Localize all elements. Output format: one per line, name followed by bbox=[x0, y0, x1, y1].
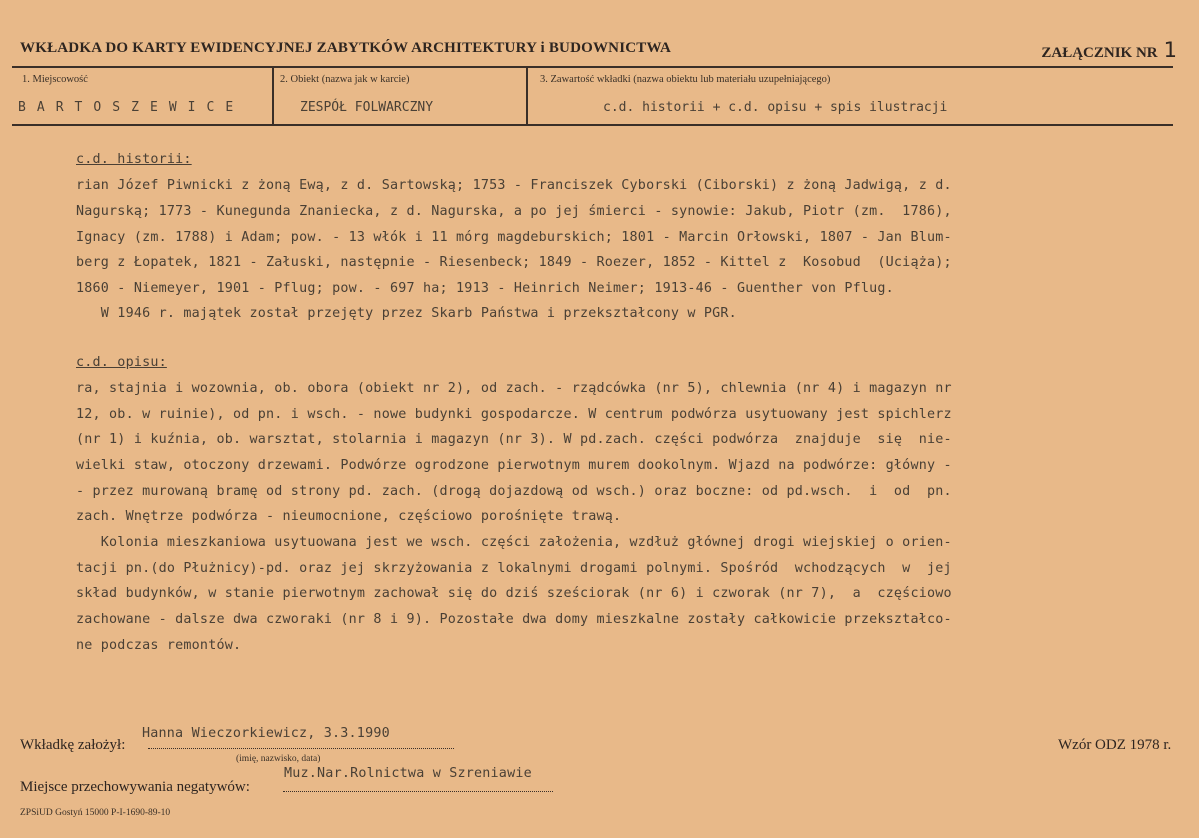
print-code: ZPSiUD Gostyń 15000 P-I-1690-89-10 bbox=[20, 808, 171, 818]
description-line: wielki staw, otoczony drzewami. Podwórze ogrodzone pierwotnym murem dookolnym. Wjazd na podwórze: główny - bbox=[76, 458, 952, 473]
locality-value: B A R T O S Z E W I C E bbox=[18, 100, 235, 115]
header-rule-top bbox=[12, 66, 1173, 68]
annex-label-group bbox=[1041, 38, 1177, 62]
description-line: skład budynków, w stanie pierwotnym zachował się do dziś sześciorak (nr 6) i czworak (nr 7), a częściowo bbox=[76, 586, 952, 601]
storage-label: Miejsce przechowywania negatywów: bbox=[20, 779, 250, 795]
header-rule-bottom bbox=[12, 124, 1173, 126]
contents-label: 3. Zawartość wkładki (nazwa obiektu lub materiału uzupełniającego) bbox=[540, 74, 831, 85]
description-line: Kolonia mieszkaniowa usytuowana jest we wsch. części założenia, wzdłuż głównej drogi wiejskiej o orien- bbox=[76, 535, 952, 550]
history-line: 1860 - Niemeyer, 1901 - Pflug; pow. - 697 ha; 1913 - Heinrich Neimer; 1913-46 - Guenther von Pflug. bbox=[76, 281, 894, 296]
history-line: Ignacy (zm. 1788) i Adam; pow. - 13 włók i 11 mórg magdeburskich; 1801 - Marcin Orłowski, 1807 - Jan Blum- bbox=[76, 230, 952, 245]
history-line: W 1946 r. majątek został przejęty przez Skarb Państwa i przekształcony w PGR. bbox=[76, 306, 737, 321]
description-line: ra, stajnia i wozownia, ob. obora (obiekt nr 2), od zach. - rządcówka (nr 5), chlewnia (nr 4) i magazyn nr bbox=[76, 381, 952, 396]
contents-value: c.d. historii + c.d. opisu + spis ilustracji bbox=[603, 100, 948, 115]
description-line: 12, ob. w ruinie), od pn. i wsch. - nowe budynki gospodarcze. W centrum podwórza usytuowany jest spichlerz bbox=[76, 407, 952, 422]
annex-number: 1 bbox=[1163, 38, 1177, 62]
prepared-by-label: Wkładkę założył: bbox=[20, 737, 126, 753]
history-line: rian Józef Piwnicki z żoną Ewą, z d. Sartowską; 1753 - Franciszek Cyborski (Ciborski) z żoną Jadwigą, z d. bbox=[76, 178, 952, 193]
description-line: tacji pn.(do Płużnicy)-pd. oraz jej skrzyżowania z lokalnymi drogami polnymi. Spośród wchodzących w jej bbox=[76, 561, 952, 576]
storage-value: Muz.Nar.Rolnictwa w Szreniawie bbox=[284, 766, 532, 781]
prepared-by-note: (imię, nazwisko, data) bbox=[236, 754, 321, 764]
description-line: ne podczas remontów. bbox=[76, 638, 242, 653]
history-heading: c.d. historii: bbox=[76, 152, 192, 167]
description-line: zach. Wnętrze podwórza - nieumocnione, częściowo porośnięte trawą. bbox=[76, 509, 622, 524]
description-line: - przez murowaną bramę od strony pd. zach. (drogą dojazdową od wsch.) oraz boczne: od pd.wsch. i od pn. bbox=[76, 484, 952, 499]
object-label: 2. Obiekt (nazwa jak w karcie) bbox=[280, 74, 410, 85]
history-line: Nagurską; 1773 - Kunegunda Znaniecka, z d. Nagurska, a po jej śmierci - synowie: Jakub, Piotr (zm. 1786), bbox=[76, 204, 952, 219]
prepared-by-value: Hanna Wieczorkiewicz, 3.3.1990 bbox=[142, 726, 390, 741]
description-line: zachowane - dalsze dwa czworaki (nr 8 i 9). Pozostałe dwa domy mieszkalne zostały całkowicie przekształco- bbox=[76, 612, 952, 627]
prepared-by-dotted-line bbox=[148, 748, 454, 749]
form-title: WKŁADKA DO KARTY EWIDENCYJNEJ ZABYTKÓW ARCHITEKTURY i BUDOWNICTWA bbox=[20, 40, 672, 56]
storage-dotted-line bbox=[283, 791, 553, 792]
locality-label: 1. Miejscowość bbox=[22, 74, 88, 85]
object-value: ZESPÓŁ FOLWARCZNY bbox=[300, 100, 434, 115]
form-version: Wzór ODZ 1978 r. bbox=[1058, 737, 1172, 753]
description-heading: c.d. opisu: bbox=[76, 355, 167, 370]
description-line: (nr 1) i kuźnia, ob. warsztat, stolarnia i magazyn (nr 3). W pd.zach. części podwórza znajduje się nie- bbox=[76, 432, 952, 447]
history-line: berg z Łopatek, 1821 - Załuski, następnie - Riesenbeck; 1849 - Roezer, 1852 - Kittel z Kosobud (Uciąża); bbox=[76, 255, 952, 270]
column-divider-2 bbox=[526, 68, 528, 124]
annex-label: ZAŁĄCZNIK NR bbox=[1041, 45, 1158, 61]
column-divider-1 bbox=[272, 68, 274, 124]
